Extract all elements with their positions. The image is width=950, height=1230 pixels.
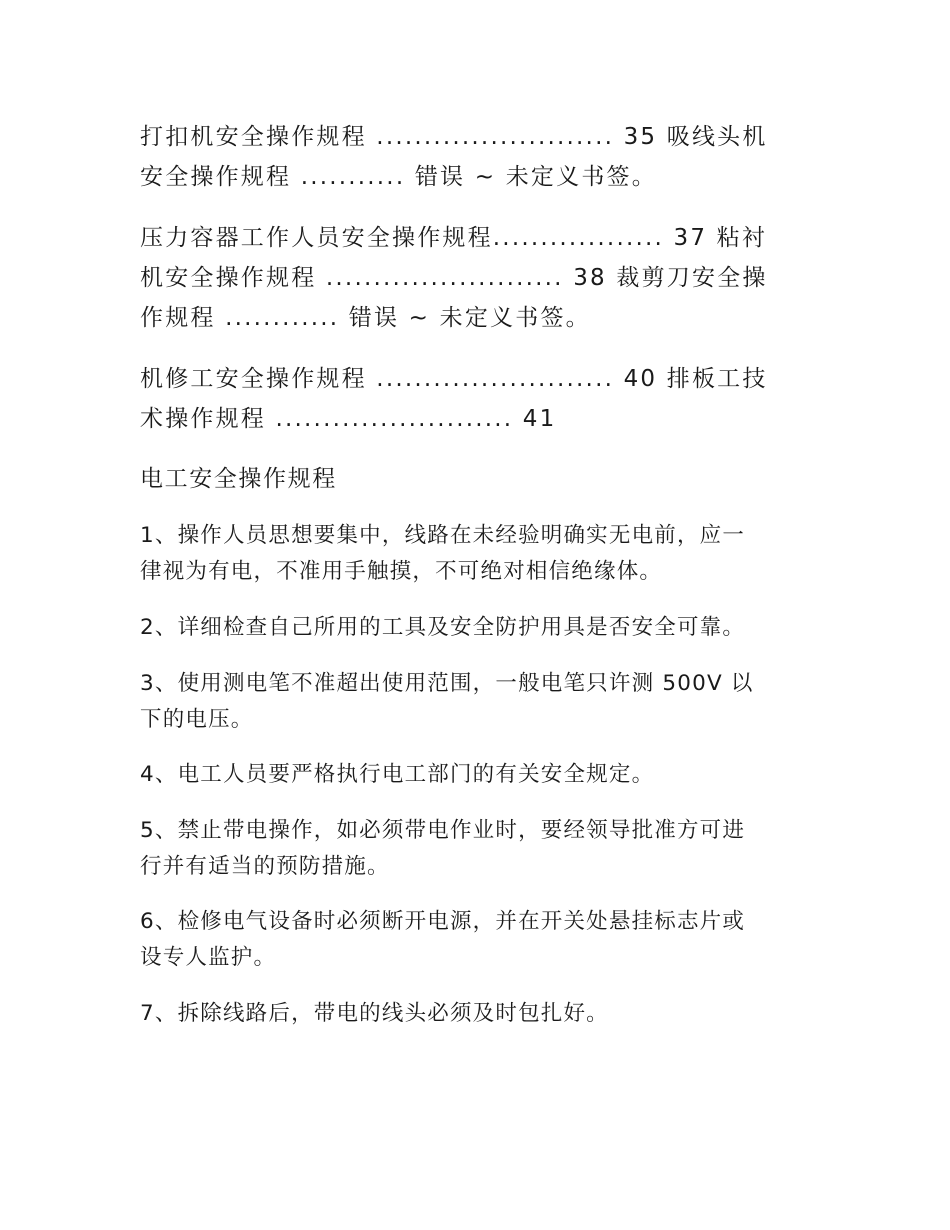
rule-line: 4、电工人员要严格执行电工部门的有关安全规定。 bbox=[140, 762, 655, 787]
toc-entry bbox=[140, 359, 800, 439]
toc-line: 机安全操作规程 ......................... 38 裁剪刀安全操 bbox=[140, 265, 768, 291]
toc-line: 打扣机安全操作规程 ......................... 35 吸线头机 bbox=[140, 124, 768, 150]
rule-item bbox=[140, 757, 800, 793]
rule-line: 6、检修电气设备时必须断开电源，并在开关处悬挂标志片或 bbox=[140, 909, 746, 934]
rule-line: 1、操作人员思想要集中，线路在未经验明确实无电前，应一 bbox=[140, 523, 746, 548]
rule-line: 下的电压。 bbox=[140, 707, 254, 732]
rule-line: 7、拆除线路后，带电的线头必须及时包扎好。 bbox=[140, 1001, 609, 1026]
rule-item bbox=[140, 904, 800, 976]
section-title-text: 电工安全操作规程 bbox=[140, 466, 337, 492]
rule-line: 5、禁止带电操作，如必须带电作业时，要经领导批准方可进 bbox=[140, 818, 746, 843]
toc-line: 术操作规程 ......................... 41 bbox=[140, 406, 557, 432]
toc-line: 机修工安全操作规程 ......................... 40 排板工技 bbox=[140, 366, 768, 392]
rule-line: 律视为有电，不准用手触摸，不可绝对相信绝缘体。 bbox=[140, 559, 663, 584]
rule-item bbox=[140, 518, 800, 590]
rule-line: 设专人监护。 bbox=[140, 945, 277, 970]
rule-line: 3、使用测电笔不准超出使用范围，一般电笔只许测 500V 以 bbox=[140, 671, 754, 696]
toc-line: 作规程 ............ 错误 ~ 未定义书签。 bbox=[140, 305, 591, 331]
toc-entry bbox=[140, 117, 800, 197]
rule-line: 2、详细检查自己所用的工具及安全防护用具是否安全可靠。 bbox=[140, 615, 746, 640]
toc-entry bbox=[140, 218, 800, 338]
rule-item bbox=[140, 813, 800, 885]
toc-line: 安全操作规程 ........... 错误 ~ 未定义书签。 bbox=[140, 164, 657, 190]
rule-item bbox=[140, 666, 800, 738]
section-title bbox=[140, 459, 800, 499]
rule-item bbox=[140, 610, 800, 646]
toc-line: 压力容器工作人员安全操作规程.................. 37 粘衬 bbox=[140, 225, 768, 251]
rule-item bbox=[140, 996, 800, 1032]
rule-line: 行并有适当的预防措施。 bbox=[140, 854, 390, 879]
